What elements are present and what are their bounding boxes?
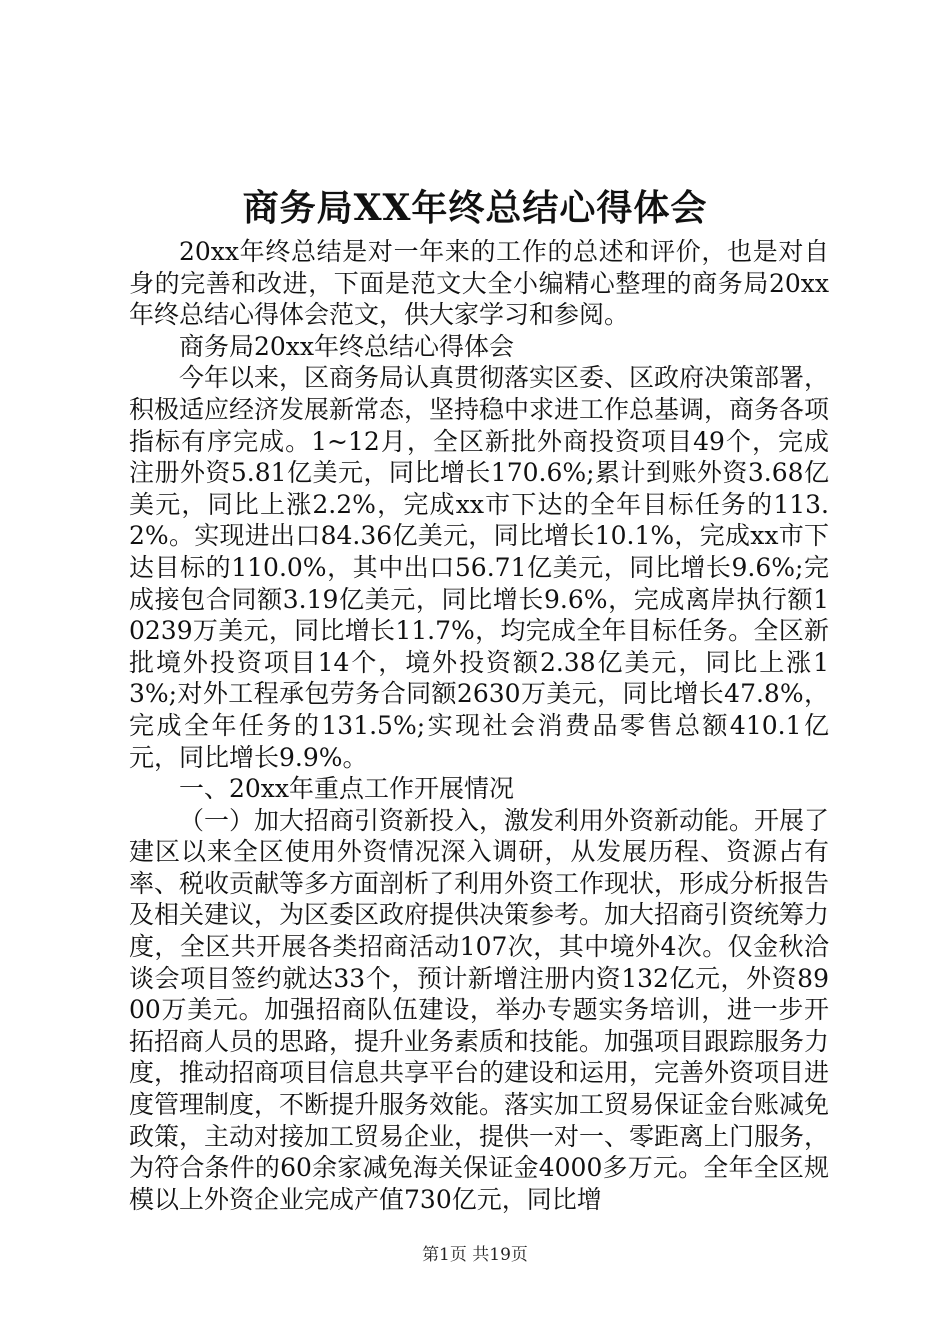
section-subtitle: 商务局20xx年终总结心得体会 — [179, 331, 515, 361]
document-title: 商务局XX年终总结心得体会 — [242, 187, 708, 229]
summary-paragraph: 今年以来，区商务局认真贯彻落实区委、区政府决策部署，积极适应经济发展新常态，坚持稳中求进工作总基调，商务各项指标有序完成。1~12月，全区新批外商投资项目49个，完成注册外资5.81亿美元，同比增长170.6%;累计到账外资3.68亿美元，同比上涨2.2%，完成xx市下达的全年目标任务的113.2%。实现进出口84.36亿美元，同比增长10.1%，完成xx市下达目标的110.0%，其中出口56.71亿美元，同比增长9.6%;完成接包合同额3.19亿美元，同比增长9.6%，完成离岸执行额10239万美元，同比增长11.7%，均完成全年目标任务。全区新批境外投资项目14个，境外投资额2.38亿美元，同比上涨13%;对外工程承包劳务合同额2630万美元，同比增长47.8%，完成全年任务的131.5%;实现社会消费品零售总额410.1亿元，同比增长9.9%。 — [129, 363, 830, 772]
intro-paragraph: 20xx年终总结是对一年来的工作的总述和评价，也是对自身的完善和改进，下面是范文大全小编精心整理的商务局20xx年终总结心得体会范文，供大家学习和参阅。 — [129, 237, 829, 330]
document-body — [129, 236, 829, 1215]
section-heading: 一、20xx年重点工作开展情况 — [179, 774, 515, 804]
investment-paragraph: （一）加大招商引资新投入，激发利用外资新动能。开展了建区以来全区使用外资情况深入调研，从发展历程、资源占有率、税收贡献等多方面剖析了利用外资工作现状，形成分析报告及相关建议，为区委区政府提供决策参考。加大招商引资统筹力度，全区共开展各类招商活动107次，其中境外4次。仅金秋洽谈会项目签约就达33个，预计新增注册内资132亿元，外资8900万美元。加强招商队伍建设，举办专题实务培训，进一步开拓招商人员的思路，提升业务素质和技能。加强项目跟踪服务力度，推动招商项目信息共享平台的建设和运用，完善外资项目进度管理制度，不断提升服务效能。落实加工贸易保证金台账减免政策，主动对接加工贸易企业，提供一对一、零距离上门服务，为符合条件的60余家减免海关保证金4000多万元。全年全区规模以上外资企业完成产值730亿元，同比增 — [129, 805, 830, 1214]
page-number: 第1页 共19页 — [422, 1245, 528, 1265]
